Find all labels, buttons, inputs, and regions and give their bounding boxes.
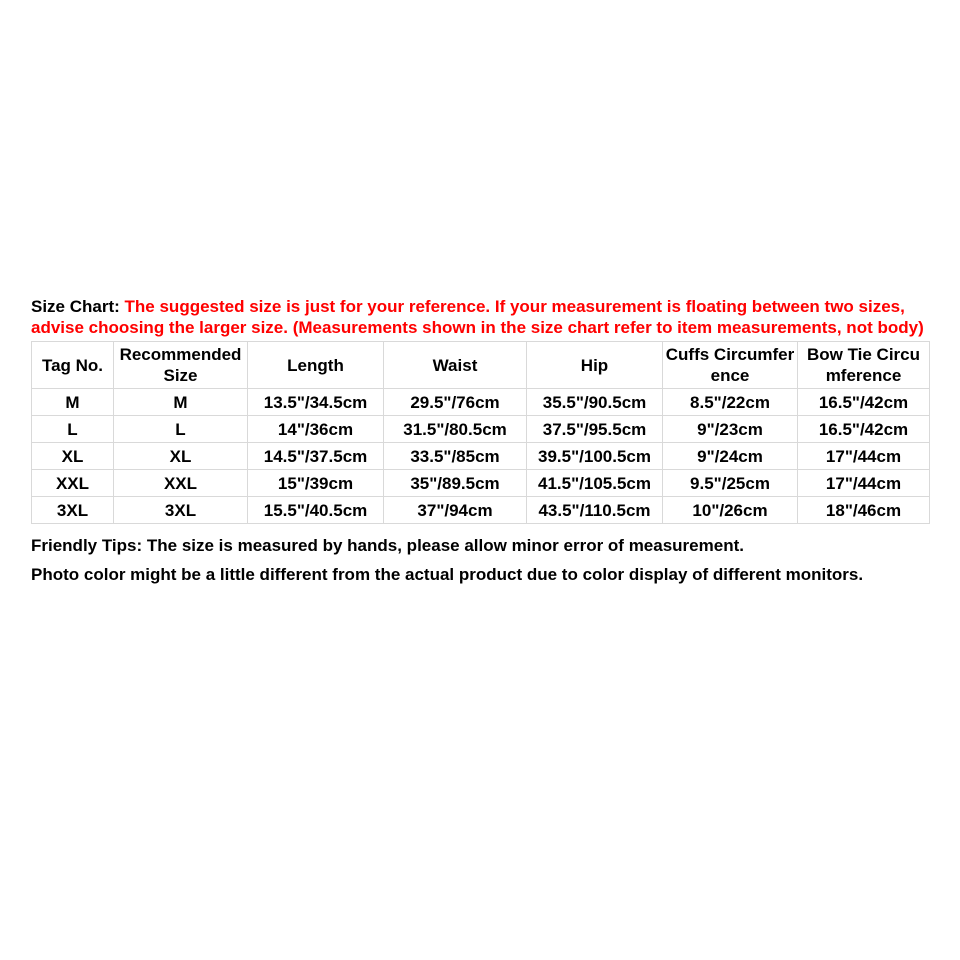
cell-cuffs: 9"/23cm (663, 416, 798, 443)
cell-waist: 31.5"/80.5cm (384, 416, 527, 443)
cell-cuffs: 9.5"/25cm (663, 470, 798, 497)
cell-hip: 37.5"/95.5cm (527, 416, 663, 443)
cell-tag-no: M (32, 389, 114, 416)
cell-cuffs: 8.5"/22cm (663, 389, 798, 416)
tip-photo-color: Photo color might be a little different from the actual product due to color display of different monitors. (31, 565, 864, 584)
cell-cuffs: 10"/26cm (663, 497, 798, 524)
cell-recommended-size: 3XL (114, 497, 248, 524)
table-row (32, 470, 930, 497)
size-table (31, 341, 930, 524)
cell-recommended-size: L (114, 416, 248, 443)
cell-bow-tie: 17"/44cm (798, 470, 930, 497)
header-recommended-size: Recommended Size (114, 342, 248, 389)
header-length: Length (248, 342, 384, 389)
cell-hip: 41.5"/105.5cm (527, 470, 663, 497)
cell-bow-tie: 17"/44cm (798, 443, 930, 470)
cell-length: 15"/39cm (248, 470, 384, 497)
cell-waist: 35"/89.5cm (384, 470, 527, 497)
cell-hip: 39.5"/100.5cm (527, 443, 663, 470)
table-row (32, 389, 930, 416)
friendly-tips (31, 535, 931, 585)
table-row (32, 416, 930, 443)
cell-tag-no: XL (32, 443, 114, 470)
header-waist: Waist (384, 342, 527, 389)
header-bow-tie-circumference: Bow Tie Circumference (798, 342, 930, 389)
cell-tag-no: XXL (32, 470, 114, 497)
header-hip: Hip (527, 342, 663, 389)
table-row (32, 443, 930, 470)
cell-recommended-size: XXL (114, 470, 248, 497)
cell-cuffs: 9"/24cm (663, 443, 798, 470)
cell-tag-no: 3XL (32, 497, 114, 524)
cell-bow-tie: 16.5"/42cm (798, 416, 930, 443)
cell-length: 14.5"/37.5cm (248, 443, 384, 470)
header-cuffs-circumference: Cuffs Circumference (663, 342, 798, 389)
size-chart-intro (31, 296, 931, 338)
cell-waist: 37"/94cm (384, 497, 527, 524)
header-tag-no: Tag No. (32, 342, 114, 389)
cell-recommended-size: XL (114, 443, 248, 470)
size-chart-label: Size Chart: (31, 297, 125, 316)
cell-length: 15.5"/40.5cm (248, 497, 384, 524)
size-chart-document (31, 296, 931, 593)
table-row (32, 497, 930, 524)
cell-bow-tie: 18"/46cm (798, 497, 930, 524)
cell-length: 13.5"/34.5cm (248, 389, 384, 416)
cell-hip: 43.5"/110.5cm (527, 497, 663, 524)
cell-recommended-size: M (114, 389, 248, 416)
cell-length: 14"/36cm (248, 416, 384, 443)
cell-bow-tie: 16.5"/42cm (798, 389, 930, 416)
cell-waist: 33.5"/85cm (384, 443, 527, 470)
tip-measurement: Friendly Tips: The size is measured by hands, please allow minor error of measurement. (31, 536, 744, 555)
size-chart-note: The suggested size is just for your reference. If your measurement is floating between two sizes, advise choosing the larger size. (Measurements shown in the size chart refer to item measurements, not body) (31, 297, 924, 337)
cell-hip: 35.5"/90.5cm (527, 389, 663, 416)
cell-waist: 29.5"/76cm (384, 389, 527, 416)
cell-tag-no: L (32, 416, 114, 443)
table-header-row (32, 342, 930, 389)
